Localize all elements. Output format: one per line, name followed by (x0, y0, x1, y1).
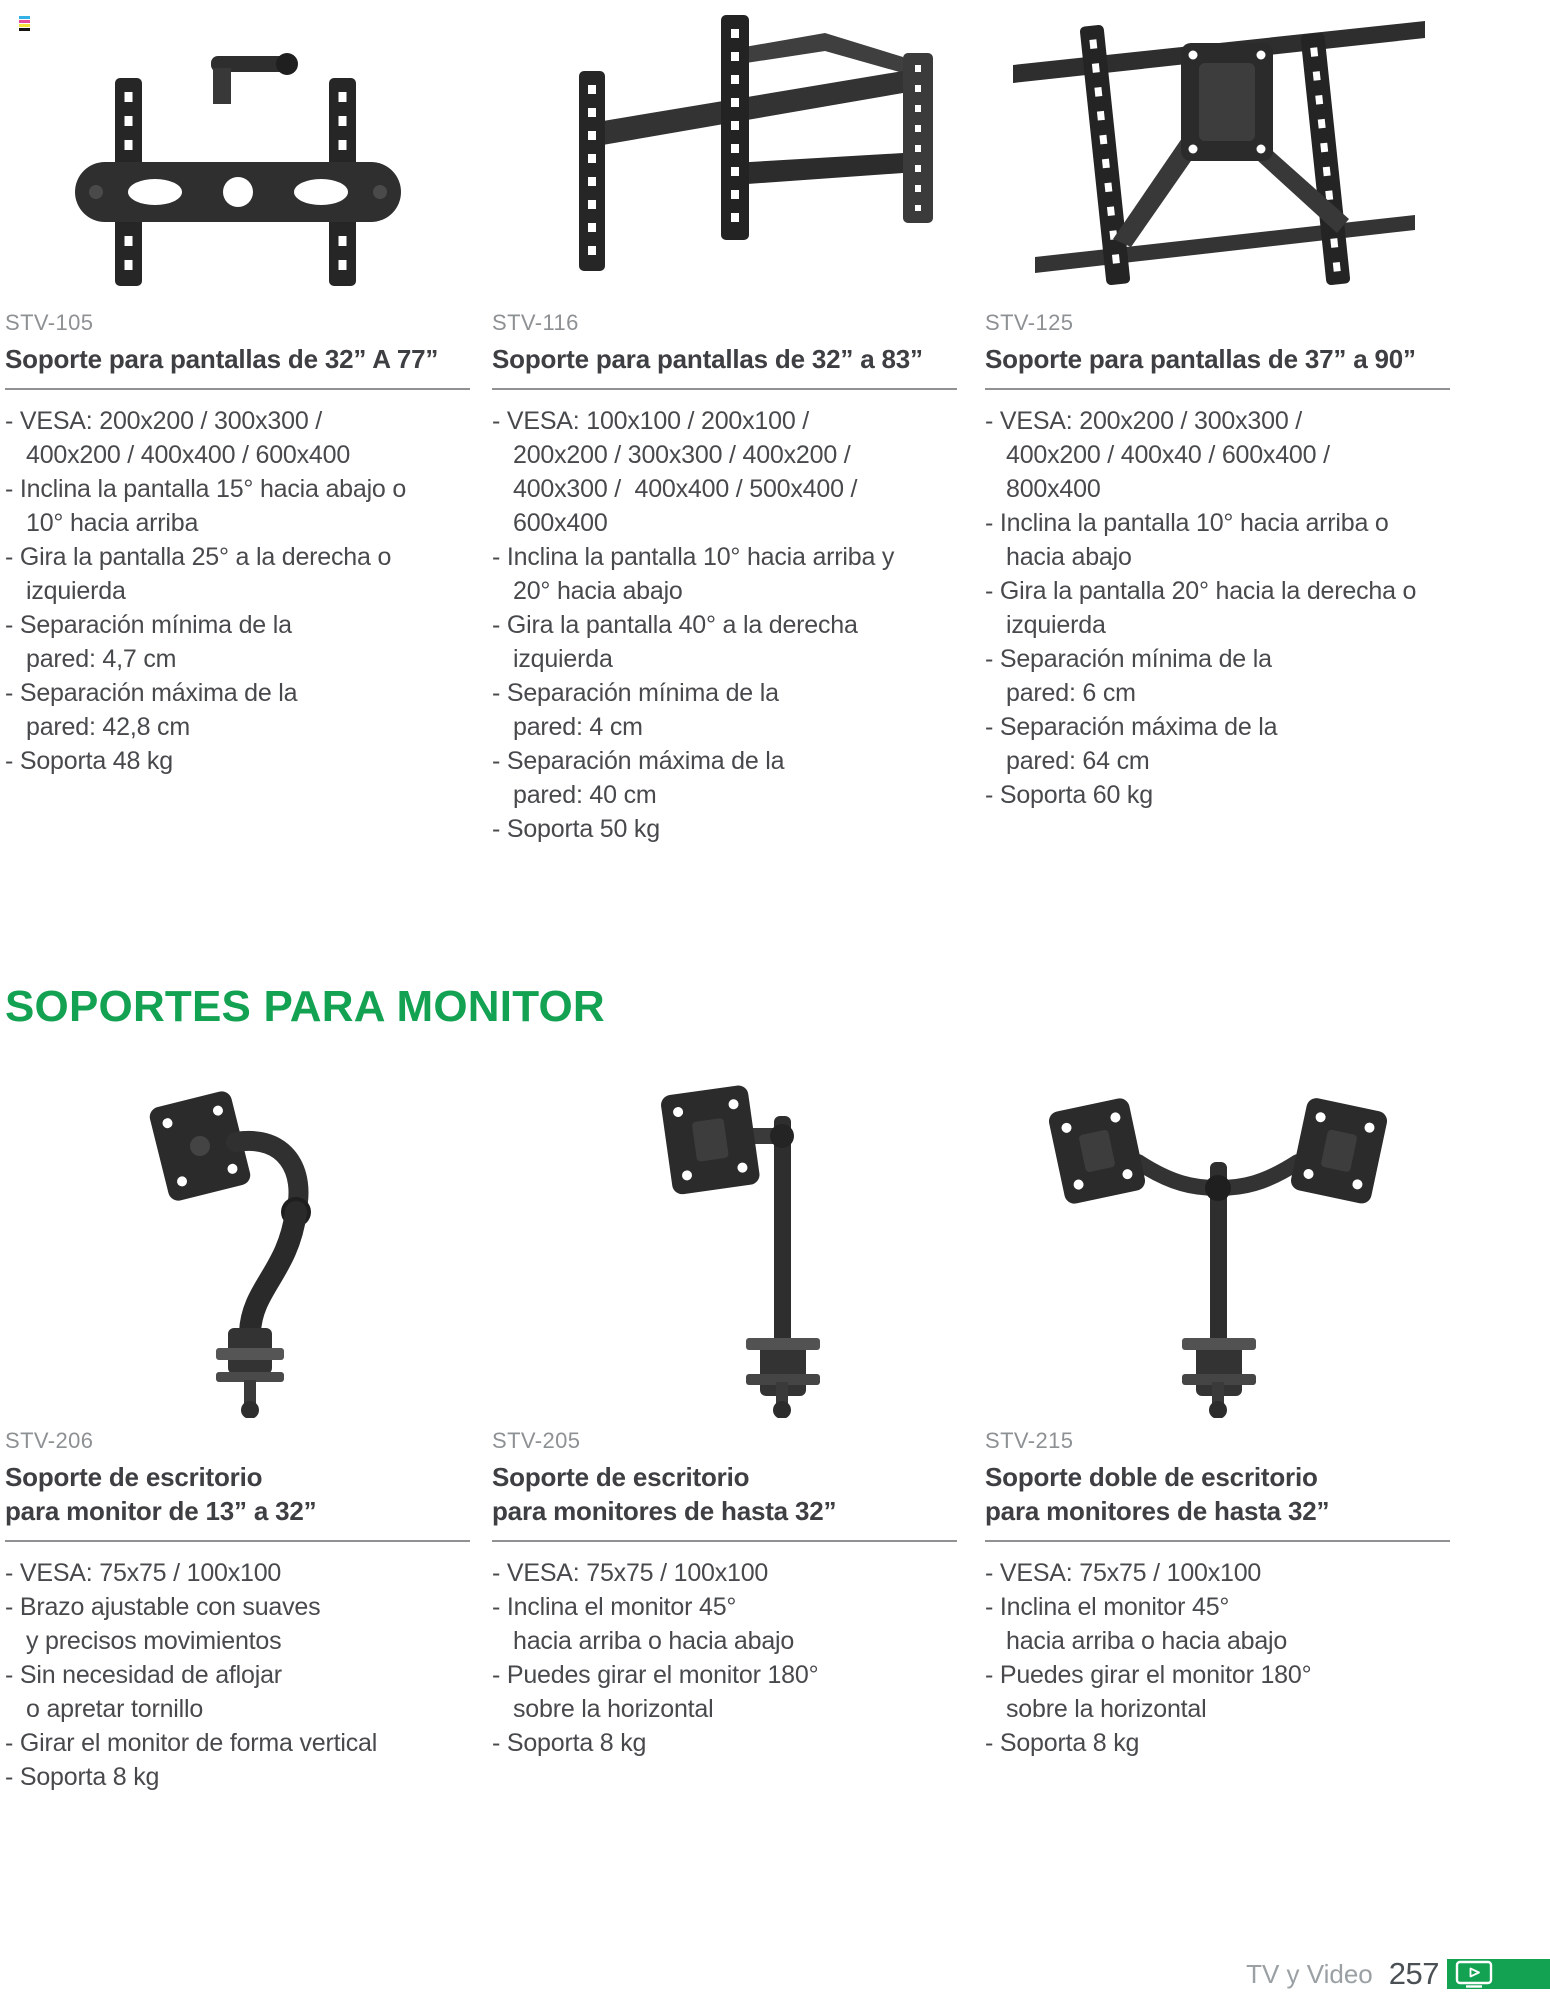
stv-205-monitor-mount-illustration (614, 1076, 836, 1418)
product-sku: STV-105 (5, 310, 94, 335)
footer-section-label: TV y Video (1246, 1958, 1373, 1989)
feature-line: 800x400 (1006, 475, 1101, 503)
product-card-stv-206 (5, 1076, 470, 1794)
feature-line: - Soporta 60 kg (985, 781, 1153, 809)
product-sku: STV-206 (5, 1428, 94, 1453)
feature-line: - VESA: 75x75 / 100x100 (5, 1559, 282, 1587)
feature-line: izquierda (1006, 611, 1106, 639)
feature-line: - Sin necesidad de aflojar (5, 1661, 282, 1689)
feature-line: sobre la horizontal (1006, 1695, 1207, 1723)
feature-line: - Inclina el monitor 45° (985, 1593, 1230, 1621)
product-image (492, 0, 957, 300)
color-stripe (19, 20, 30, 23)
feature-line: pared: 6 cm (1006, 679, 1136, 707)
feature-line: - VESA: 200x200 / 300x300 / (985, 407, 1303, 435)
feature-line: sobre la horizontal (513, 1695, 714, 1723)
feature-line: - Puedes girar el monitor 180° (985, 1661, 1312, 1689)
feature-line: izquierda (513, 645, 613, 673)
product-image (5, 1076, 470, 1418)
title-divider (5, 388, 470, 390)
product-image (492, 1076, 957, 1418)
product-title (492, 1460, 957, 1528)
product-sku: STV-215 (985, 1428, 1074, 1453)
product-title (5, 342, 470, 376)
feature-line: 400x300 / 400x400 / 500x400 / (513, 475, 858, 503)
feature-line: - Inclina la pantalla 10° hacia arriba o (985, 509, 1389, 537)
feature-line: - VESA: 100x100 / 200x100 / (492, 407, 810, 435)
feature-line: o apretar tornillo (26, 1695, 204, 1723)
feature-line: - VESA: 75x75 / 100x100 (492, 1559, 769, 1587)
feature-line: - Girar el monitor de forma vertical (5, 1729, 378, 1757)
feature-line: - Soporta 8 kg (985, 1729, 1140, 1757)
product-title-line: para monitores de hasta 32” (985, 1496, 1330, 1526)
feature-line: - Inclina el monitor 45° (492, 1593, 737, 1621)
feature-line: - VESA: 75x75 / 100x100 (985, 1559, 1262, 1587)
feature-line: pared: 40 cm (513, 781, 657, 809)
feature-line: hacia arriba o hacia abajo (1006, 1627, 1288, 1655)
footer-page-number: 257 (1388, 1956, 1439, 1991)
feature-line: - Soporta 50 kg (492, 815, 660, 843)
product-image (985, 1076, 1450, 1418)
feature-line: - Separación mínima de la (492, 679, 779, 707)
feature-line: - Separación mínima de la (985, 645, 1272, 673)
title-divider (985, 1540, 1450, 1542)
title-divider (5, 1540, 470, 1542)
tv-mounts-row (0, 0, 1550, 846)
product-title-line: Soporte para pantallas de 32” A 77” (5, 344, 439, 374)
stv-116-wall-mount-illustration (495, 5, 955, 300)
color-stripe (19, 16, 30, 19)
product-features (985, 1556, 1450, 1760)
feature-line: - Inclina la pantalla 15° hacia abajo o (5, 475, 407, 503)
product-title-line: Soporte de escritorio (5, 1462, 263, 1492)
title-divider (492, 1540, 957, 1542)
feature-line: pared: 42,8 cm (26, 713, 190, 741)
feature-line: - VESA: 200x200 / 300x300 / (5, 407, 323, 435)
stv-215-dual-monitor-mount-illustration (1022, 1076, 1414, 1418)
product-card-stv-125 (985, 0, 1450, 846)
product-sku: STV-205 (492, 1428, 581, 1453)
product-title (492, 342, 957, 376)
stv-125-wall-mount-illustration (995, 5, 1440, 300)
product-title-line: Soporte de escritorio (492, 1462, 750, 1492)
print-registration-mark-icon (19, 16, 30, 32)
feature-line: 20° hacia abajo (513, 577, 683, 605)
product-title-line: para monitores de hasta 32” (492, 1496, 837, 1526)
page-footer (0, 1956, 1550, 1992)
color-stripe (19, 28, 30, 31)
section-heading: SOPORTES PARA MONITOR (5, 982, 605, 1031)
feature-line: hacia abajo (1006, 543, 1132, 571)
feature-line: - Brazo ajustable con suaves (5, 1593, 321, 1621)
monitor-mounts-row (0, 1076, 1550, 1794)
product-title (985, 342, 1450, 376)
feature-line: 400x200 / 400x400 / 600x400 (26, 441, 351, 469)
feature-line: - Soporta 8 kg (492, 1729, 647, 1757)
feature-line: - Puedes girar el monitor 180° (492, 1661, 819, 1689)
feature-line: 10° hacia arriba (26, 509, 199, 537)
product-card-stv-215 (985, 1076, 1450, 1794)
product-image (5, 0, 470, 300)
product-card-stv-205 (492, 1076, 957, 1794)
feature-line: - Gira la pantalla 40° a la derecha (492, 611, 858, 639)
feature-line: - Separación mínima de la (5, 611, 292, 639)
feature-line: - Gira la pantalla 25° a la derecha o (5, 543, 392, 571)
color-stripe (19, 24, 30, 27)
feature-line: - Inclina la pantalla 10° hacia arriba y (492, 543, 895, 571)
stv-206-monitor-arm-illustration (120, 1076, 355, 1418)
feature-line: - Soporta 48 kg (5, 747, 173, 775)
product-title (985, 1460, 1450, 1528)
product-features (985, 404, 1450, 812)
product-title-line: Soporte doble de escritorio (985, 1462, 1318, 1492)
product-features (492, 1556, 957, 1760)
product-sku: STV-125 (985, 310, 1074, 335)
feature-line: y precisos movimientos (26, 1627, 282, 1655)
feature-line: 600x400 (513, 509, 608, 537)
feature-line: pared: 64 cm (1006, 747, 1150, 775)
stv-105-wall-mount-illustration (63, 50, 413, 300)
feature-line: - Separación máxima de la (492, 747, 785, 775)
tv-play-icon (1454, 1960, 1496, 1988)
feature-line: 400x200 / 400x40 / 600x400 / (1006, 441, 1330, 469)
feature-line: izquierda (26, 577, 126, 605)
feature-line: - Separación máxima de la (985, 713, 1278, 741)
product-image (985, 0, 1450, 300)
product-title-line: Soporte para pantallas de 32” a 83” (492, 344, 923, 374)
feature-line: pared: 4,7 cm (26, 645, 177, 673)
product-features (5, 1556, 470, 1794)
feature-line: 200x200 / 300x300 / 400x200 / (513, 441, 851, 469)
product-title-line: Soporte para pantallas de 37” a 90” (985, 344, 1416, 374)
product-features (492, 404, 957, 846)
feature-line: hacia arriba o hacia abajo (513, 1627, 795, 1655)
section-badge[interactable] (1447, 1959, 1550, 1989)
product-card-stv-105 (5, 0, 470, 846)
feature-line: - Soporta 8 kg (5, 1763, 160, 1791)
product-features (5, 404, 470, 778)
feature-line: pared: 4 cm (513, 713, 643, 741)
product-title-line: para monitor de 13” a 32” (5, 1496, 317, 1526)
title-divider (985, 388, 1450, 390)
product-sku: STV-116 (492, 310, 579, 335)
title-divider (492, 388, 957, 390)
product-title (5, 1460, 470, 1528)
feature-line: - Separación máxima de la (5, 679, 298, 707)
feature-line: - Gira la pantalla 20° hacia la derecha o (985, 577, 1417, 605)
product-card-stv-116 (492, 0, 957, 846)
